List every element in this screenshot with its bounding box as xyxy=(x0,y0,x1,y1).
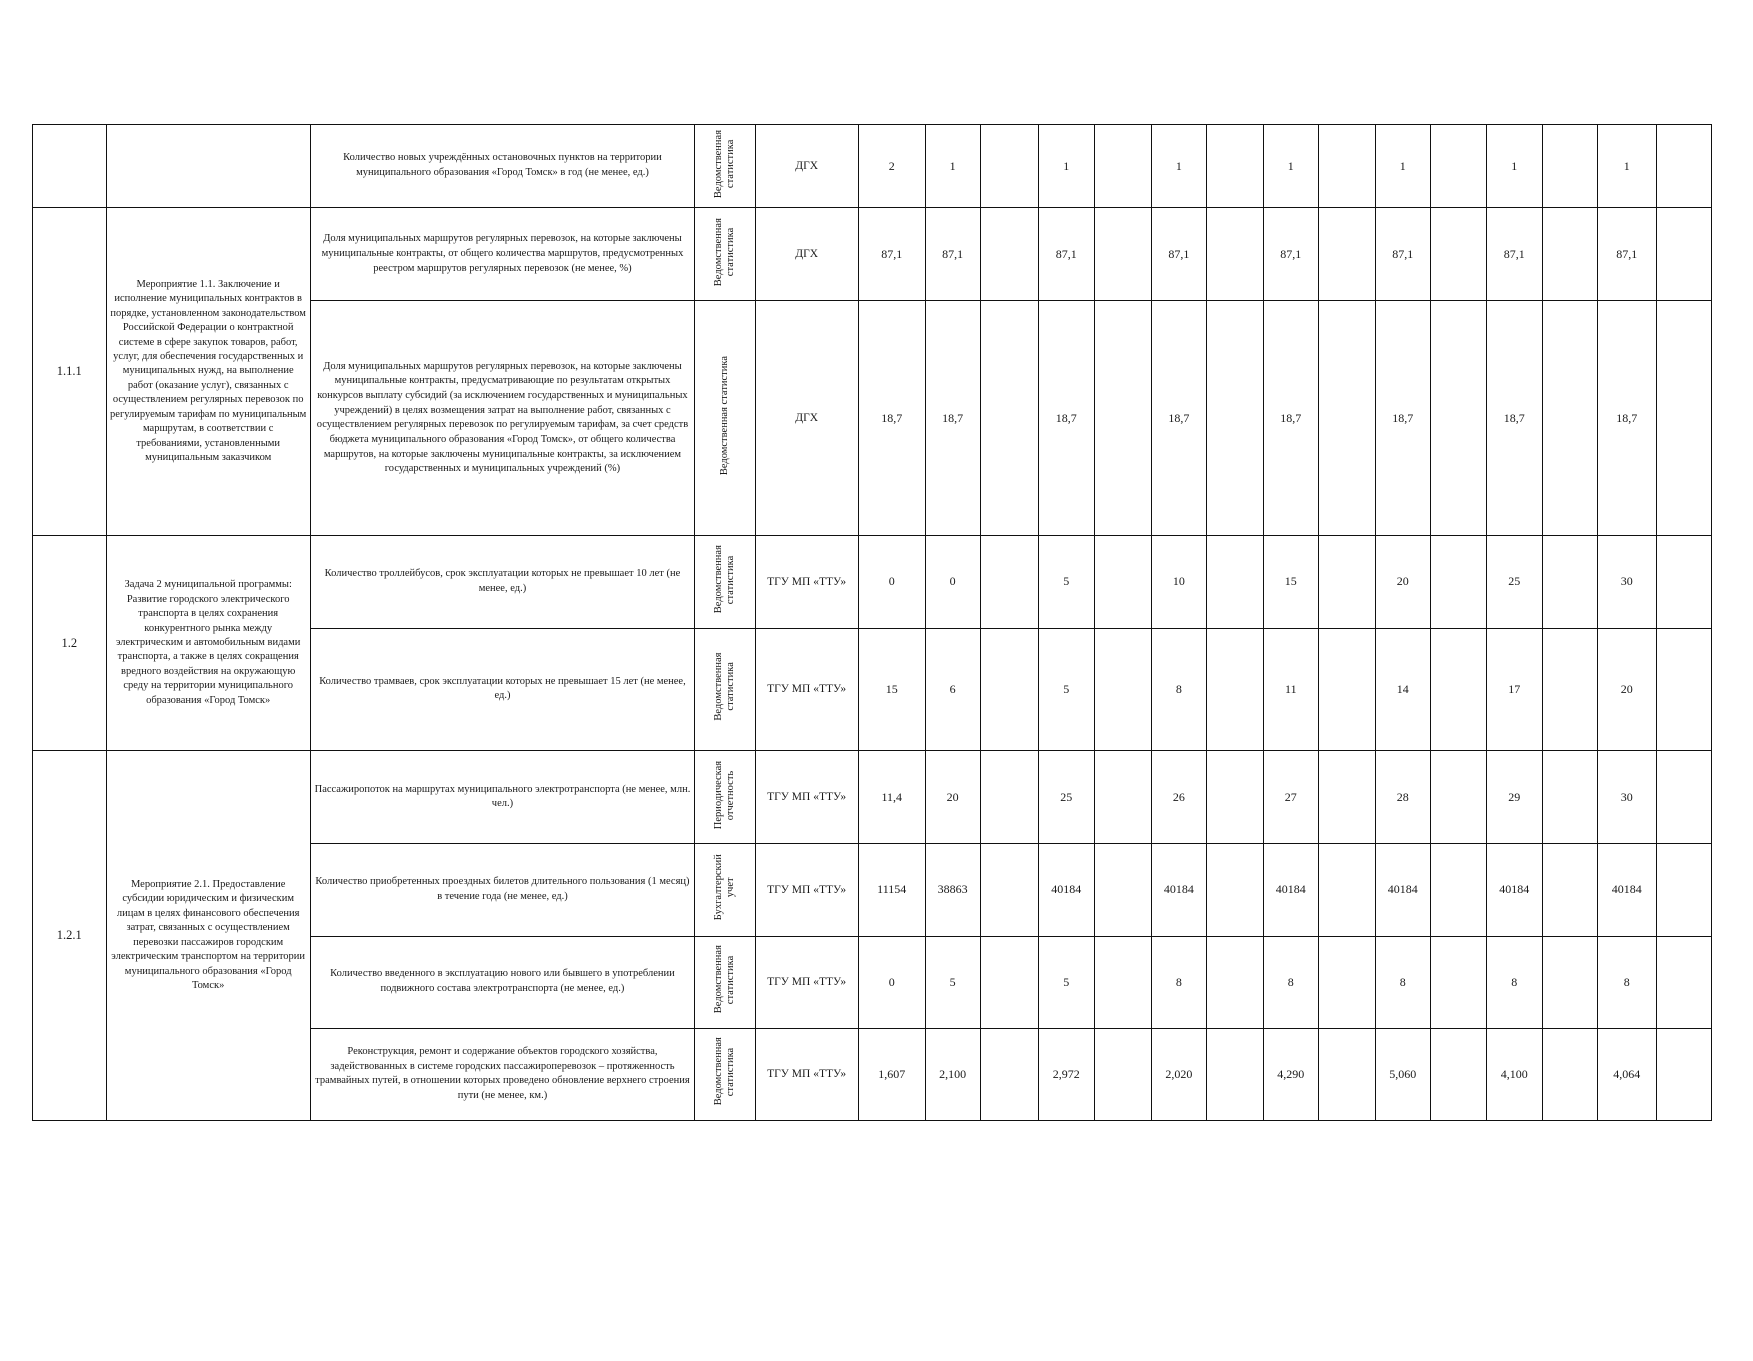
indicator-name-cell: Количество трамваев, срок эксплуатации которых не превышает 15 лет (не менее, ед.) xyxy=(310,628,694,751)
value-cell: 17 xyxy=(1486,628,1542,751)
value-cell: 87,1 xyxy=(858,208,925,301)
value-cell: 8 xyxy=(1375,936,1430,1028)
empty-cell xyxy=(1656,628,1711,751)
value-cell: 15 xyxy=(858,628,925,751)
empty-cell xyxy=(1430,536,1486,628)
empty-cell xyxy=(1656,936,1711,1028)
empty-cell xyxy=(1206,208,1263,301)
empty-cell xyxy=(1094,628,1151,751)
empty-cell xyxy=(1656,751,1711,844)
value-cell: 8 xyxy=(1151,936,1206,1028)
indicator-name-cell: Доля муниципальных маршрутов регулярных перевозок, на которые заключены муниципальные контракты, предусматривающие по результатам открытых конкурсов выплату субсидий (за исключением государственных и муниципальных учреждений) в целях возмещения затрат на выполнение работ, связанных с осуществлением регулярных перевозок по регулируемым тарифам, за счет средств бюджета муниципального образования «Город Томск», от общего количества маршрутов, на которые заключены муниципальные контракты, за исключением государственных и муниципальных учреждений (%) xyxy=(310,301,694,536)
indicator-name-cell: Доля муниципальных маршрутов регулярных перевозок, на которые заключены муниципальные контракты, от общего количества маршрутов, предусмотренных реестром маршрутов регулярных перевозок (не менее, %) xyxy=(310,208,694,301)
value-cell: 18,7 xyxy=(858,301,925,536)
empty-cell xyxy=(1094,751,1151,844)
value-cell: 18,7 xyxy=(1263,301,1318,536)
value-cell: 18,7 xyxy=(1375,301,1430,536)
row-number-cell: 1.1.1 xyxy=(33,208,107,536)
data-source-label: Периодическая отчетность xyxy=(712,760,736,829)
row-number-cell: 1.2.1 xyxy=(33,751,107,1121)
value-cell: 40184 xyxy=(1151,844,1206,936)
empty-cell xyxy=(1094,536,1151,628)
value-cell: 2 xyxy=(858,125,925,208)
empty-cell xyxy=(1206,536,1263,628)
value-cell: 4,064 xyxy=(1597,1028,1656,1120)
value-cell: 1 xyxy=(1597,125,1656,208)
data-source-cell xyxy=(695,536,755,628)
value-cell: 5,060 xyxy=(1375,1028,1430,1120)
empty-cell xyxy=(980,751,1038,844)
empty-cell xyxy=(1206,936,1263,1028)
executor-cell: ТГУ МП «ТТУ» xyxy=(755,536,858,628)
empty-cell xyxy=(1656,301,1711,536)
value-cell: 27 xyxy=(1263,751,1318,844)
data-source-label: Ведомственная статистика xyxy=(712,945,736,1014)
empty-cell xyxy=(980,844,1038,936)
empty-cell xyxy=(1094,301,1151,536)
value-cell: 5 xyxy=(1038,536,1094,628)
data-source-label: Ведомственная статистика xyxy=(712,129,736,198)
empty-cell xyxy=(1542,208,1597,301)
value-cell: 18,7 xyxy=(1486,301,1542,536)
empty-cell xyxy=(1542,1028,1597,1120)
empty-cell xyxy=(1542,301,1597,536)
data-source-label: Ведомственная статистика xyxy=(712,545,736,614)
data-source-cell xyxy=(695,628,755,751)
value-cell: 29 xyxy=(1486,751,1542,844)
empty-cell xyxy=(1430,301,1486,536)
value-cell: 11 xyxy=(1263,628,1318,751)
empty-cell xyxy=(1206,844,1263,936)
empty-cell xyxy=(980,1028,1038,1120)
executor-cell: ДГХ xyxy=(755,125,858,208)
indicators-table xyxy=(32,124,1712,1121)
value-cell: 0 xyxy=(925,536,980,628)
value-cell: 8 xyxy=(1151,628,1206,751)
value-cell: 4,100 xyxy=(1486,1028,1542,1120)
empty-cell xyxy=(1656,844,1711,936)
value-cell: 10 xyxy=(1151,536,1206,628)
activity-description-cell: Мероприятие 1.1. Заключение и исполнение муниципальных контрактов в порядке, установленном законодательством Российской Федерации о контрактной системе в сфере закупок товаров, работ, услуг, для обеспечения государственных и муниципальных нужд, на выполнение работ (оказание услуг), связанных с осуществлением регулярных перевозок по регулируемым тарифам по муниципальным маршрутам, в соответствии с требованиями, установленными муниципальным заказчиком xyxy=(106,208,310,536)
empty-cell xyxy=(1318,301,1375,536)
executor-cell: ТГУ МП «ТТУ» xyxy=(755,751,858,844)
value-cell: 20 xyxy=(1375,536,1430,628)
value-cell: 18,7 xyxy=(925,301,980,536)
data-source-cell xyxy=(695,125,755,208)
empty-cell xyxy=(1430,844,1486,936)
empty-cell xyxy=(1318,208,1375,301)
value-cell: 2,972 xyxy=(1038,1028,1094,1120)
value-cell: 0 xyxy=(858,936,925,1028)
value-cell: 87,1 xyxy=(1597,208,1656,301)
empty-cell xyxy=(1206,751,1263,844)
value-cell: 26 xyxy=(1151,751,1206,844)
empty-cell xyxy=(1430,751,1486,844)
empty-cell xyxy=(1430,936,1486,1028)
empty-cell xyxy=(1542,844,1597,936)
executor-cell: ТГУ МП «ТТУ» xyxy=(755,1028,858,1120)
empty-cell xyxy=(1318,536,1375,628)
value-cell: 25 xyxy=(1486,536,1542,628)
value-cell: 2,020 xyxy=(1151,1028,1206,1120)
value-cell: 40184 xyxy=(1597,844,1656,936)
data-source-label: Бухгалтерский учет xyxy=(712,854,736,921)
data-source-cell xyxy=(695,301,755,536)
data-source-cell xyxy=(695,208,755,301)
value-cell: 8 xyxy=(1486,936,1542,1028)
empty-cell xyxy=(1542,751,1597,844)
indicator-name-cell: Количество приобретенных проездных билетов длительного пользования (1 месяц) в течение года (не менее, ед.) xyxy=(310,844,694,936)
empty-cell xyxy=(1430,125,1486,208)
empty-cell xyxy=(1318,844,1375,936)
value-cell: 87,1 xyxy=(1486,208,1542,301)
empty-cell xyxy=(980,628,1038,751)
empty-cell xyxy=(1206,125,1263,208)
value-cell: 15 xyxy=(1263,536,1318,628)
value-cell: 28 xyxy=(1375,751,1430,844)
empty-cell xyxy=(1318,125,1375,208)
empty-cell xyxy=(1094,1028,1151,1120)
empty-cell xyxy=(1318,751,1375,844)
data-source-cell xyxy=(695,936,755,1028)
indicator-name-cell: Количество троллейбусов, срок эксплуатации которых не превышает 10 лет (не менее, ед.) xyxy=(310,536,694,628)
activity-description-cell: Мероприятие 2.1. Предоставление субсидии юридическим и физическим лицам в целях финансового обеспечения затрат, связанных с осуществлением перевозки пассажиров городским электрическим транспортом на территории муниципального образования «Город Томск» xyxy=(106,751,310,1121)
value-cell: 0 xyxy=(858,536,925,628)
value-cell: 1 xyxy=(925,125,980,208)
executor-cell: ДГХ xyxy=(755,208,858,301)
empty-cell xyxy=(1656,125,1711,208)
empty-cell xyxy=(1318,628,1375,751)
value-cell: 1 xyxy=(1151,125,1206,208)
value-cell: 11,4 xyxy=(858,751,925,844)
value-cell: 5 xyxy=(1038,936,1094,1028)
empty-cell xyxy=(1656,1028,1711,1120)
executor-cell: ТГУ МП «ТТУ» xyxy=(755,628,858,751)
empty-cell xyxy=(1656,208,1711,301)
empty-cell xyxy=(1430,628,1486,751)
table-row xyxy=(33,208,1712,301)
empty-cell xyxy=(1094,844,1151,936)
value-cell: 1 xyxy=(1486,125,1542,208)
indicator-name-cell: Количество введенного в эксплуатацию нового или бывшего в употреблении подвижного состава электротранспорта (не менее, ед.) xyxy=(310,936,694,1028)
empty-cell xyxy=(1206,1028,1263,1120)
empty-cell xyxy=(1094,125,1151,208)
data-source-cell xyxy=(695,1028,755,1120)
empty-cell xyxy=(1542,536,1597,628)
empty-cell xyxy=(1656,536,1711,628)
data-source-label: Ведомственная статистика xyxy=(712,652,736,721)
activity-description-cell xyxy=(106,125,310,208)
data-source-label: Ведомственная статистика xyxy=(712,217,736,286)
value-cell: 30 xyxy=(1597,536,1656,628)
data-source-cell xyxy=(695,844,755,936)
empty-cell xyxy=(1094,936,1151,1028)
value-cell: 1 xyxy=(1375,125,1430,208)
value-cell: 6 xyxy=(925,628,980,751)
value-cell: 87,1 xyxy=(1151,208,1206,301)
value-cell: 38863 xyxy=(925,844,980,936)
value-cell: 1,607 xyxy=(858,1028,925,1120)
value-cell: 18,7 xyxy=(1038,301,1094,536)
value-cell: 87,1 xyxy=(1375,208,1430,301)
empty-cell xyxy=(980,936,1038,1028)
row-number-cell: 1.2 xyxy=(33,536,107,751)
value-cell: 2,100 xyxy=(925,1028,980,1120)
table-row xyxy=(33,125,1712,208)
indicator-name-cell: Пассажиропоток на маршрутах муниципального электротранспорта (не менее, млн. чел.) xyxy=(310,751,694,844)
value-cell: 5 xyxy=(1038,628,1094,751)
empty-cell xyxy=(1206,628,1263,751)
value-cell: 40184 xyxy=(1263,844,1318,936)
value-cell: 1 xyxy=(1038,125,1094,208)
task-description-cell: Задача 2 муниципальной программы: Развитие городского электрического транспорта в целях сохранения конкурентного рынка между электрическим и автомобильным видами транспорта, а также в целях сокращения вредного воздействия на окружающую среду на территории муниципального образования «Город Томск» xyxy=(106,536,310,751)
value-cell: 18,7 xyxy=(1151,301,1206,536)
empty-cell xyxy=(1318,936,1375,1028)
value-cell: 8 xyxy=(1597,936,1656,1028)
data-source-cell xyxy=(695,751,755,844)
empty-cell xyxy=(1430,1028,1486,1120)
empty-cell xyxy=(1542,628,1597,751)
value-cell: 40184 xyxy=(1375,844,1430,936)
executor-cell: ДГХ xyxy=(755,301,858,536)
value-cell: 20 xyxy=(925,751,980,844)
table-row xyxy=(33,536,1712,628)
indicator-name-cell: Количество новых учреждённых остановочных пунктов на территории муниципального образования «Город Томск» в год (не менее, ед.) xyxy=(310,125,694,208)
value-cell: 87,1 xyxy=(1263,208,1318,301)
data-source-label: Ведомственная статистика xyxy=(712,1037,736,1106)
empty-cell xyxy=(1206,301,1263,536)
empty-cell xyxy=(1542,125,1597,208)
empty-cell xyxy=(980,125,1038,208)
value-cell: 40184 xyxy=(1038,844,1094,936)
row-number-cell xyxy=(33,125,107,208)
executor-cell: ТГУ МП «ТТУ» xyxy=(755,936,858,1028)
empty-cell xyxy=(980,208,1038,301)
value-cell: 18,7 xyxy=(1597,301,1656,536)
value-cell: 11154 xyxy=(858,844,925,936)
value-cell: 20 xyxy=(1597,628,1656,751)
executor-cell: ТГУ МП «ТТУ» xyxy=(755,844,858,936)
value-cell: 5 xyxy=(925,936,980,1028)
value-cell: 8 xyxy=(1263,936,1318,1028)
empty-cell xyxy=(1094,208,1151,301)
empty-cell xyxy=(1318,1028,1375,1120)
value-cell: 4,290 xyxy=(1263,1028,1318,1120)
value-cell: 87,1 xyxy=(925,208,980,301)
empty-cell xyxy=(1542,936,1597,1028)
empty-cell xyxy=(980,301,1038,536)
empty-cell xyxy=(980,536,1038,628)
value-cell: 14 xyxy=(1375,628,1430,751)
empty-cell xyxy=(1430,208,1486,301)
value-cell: 30 xyxy=(1597,751,1656,844)
value-cell: 87,1 xyxy=(1038,208,1094,301)
indicator-name-cell: Реконструкция, ремонт и содержание объектов городского хозяйства, задействованных в системе городских пассажироперевозок – протяженность трамвайных путей, в отношении которых проведено обновление верхнего строения пути (не менее, км.) xyxy=(310,1028,694,1120)
value-cell: 1 xyxy=(1263,125,1318,208)
data-source-label: Ведомственная статистика xyxy=(718,356,730,476)
value-cell: 40184 xyxy=(1486,844,1542,936)
value-cell: 25 xyxy=(1038,751,1094,844)
table-row xyxy=(33,751,1712,844)
